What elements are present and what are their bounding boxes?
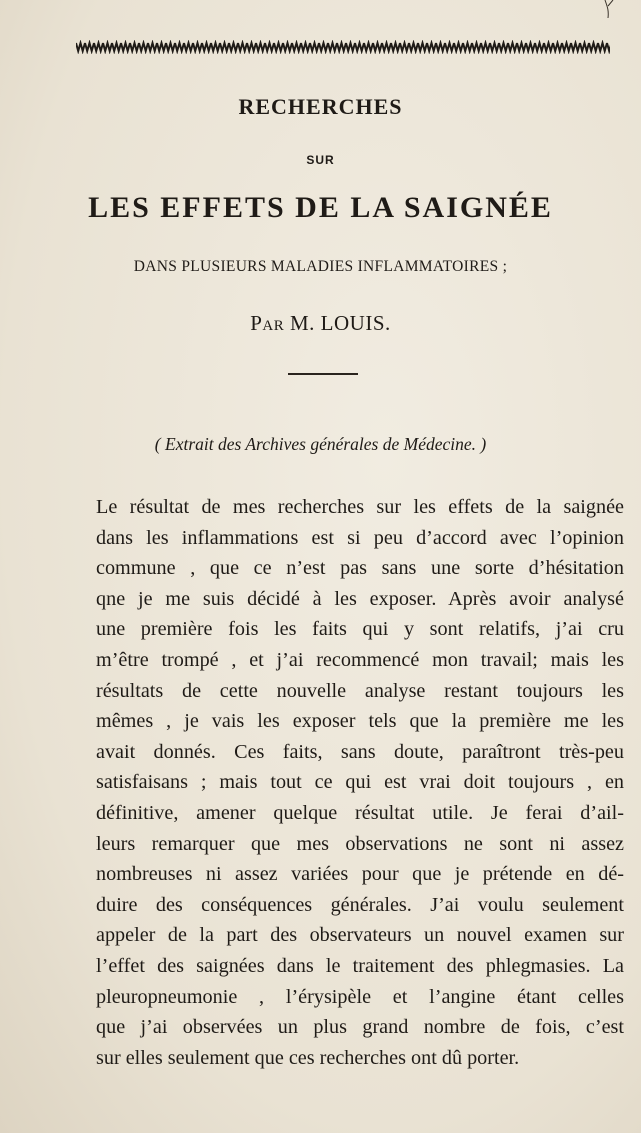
text-line: dans les inflammations est si peu d’accord avec l’opinion: [96, 526, 624, 549]
author-line: [0, 311, 641, 336]
author-name: M. LOUIS.: [290, 311, 391, 335]
text-line: nombreuses ni assez variées pour que je prétende en dé-: [96, 863, 624, 886]
text-line: sur elles seulement que ces recherches ont dû porter.: [96, 1046, 520, 1069]
ornamental-rule-icon: [76, 40, 610, 54]
text-line: qne je me suis décidé à les exposer. Après avoir analysé: [96, 587, 624, 610]
author-prefix: Par: [250, 311, 285, 335]
divider-rule: [288, 373, 358, 375]
text-line: duire des conséquences générales. J’ai voulu seulement: [96, 893, 624, 916]
text-line: une première fois les faits qui y sont relatifs, j’ai cru: [96, 618, 624, 641]
text-line: avait donnés. Ces faits, sans doute, paraîtront très-peu: [96, 740, 624, 763]
main-title: LES EFFETS DE LA SAIGNÉE: [88, 191, 553, 224]
text-line: définitive, amener quelque résultat utile. Je ferai d’ail-: [96, 801, 624, 824]
text-line: l’effet des saignées dans le traitement des phlegmasies. La: [96, 954, 624, 977]
text-line: appeler de la part des observateurs un nouvel examen sur: [96, 924, 624, 947]
text-line: leurs remarquer que mes observations ne sont ni assez: [96, 832, 624, 855]
extract-note: ( Extrait des Archives générales de Médecine. ): [154, 434, 487, 454]
subtitle: DANS PLUSIEURS MALADIES INFLAMMATOIRES ;: [133, 258, 508, 275]
body-paragraph: [96, 492, 624, 1073]
text-line: pleuropneumonie , l’érysipèle et l’angine étant celles: [96, 985, 624, 1008]
text-line: Le résultat de mes recherches sur les effets de la saignée: [96, 496, 624, 518]
text-line: résultats de cette nouvelle analyse restant toujours les: [96, 679, 624, 702]
text-line: commune , que ce n’est pas sans une sorte d’hésitation: [96, 557, 624, 580]
text-line: satisfaisans ; mais tout ce qui est vrai doit toujours , en: [96, 771, 624, 794]
margin-pencil-mark: [603, 0, 615, 18]
heading-recherches: RECHERCHES: [238, 94, 403, 119]
text-line: que j’ai observées un plus grand nombre de fois, c’est: [96, 1016, 624, 1039]
text-line: m’être trompé , et j’ai recommencé mon travail; mais les: [96, 648, 624, 671]
heading-sur: SUR: [306, 153, 335, 167]
text-line: mêmes , je vais les exposer tels que la première me les: [96, 710, 624, 733]
